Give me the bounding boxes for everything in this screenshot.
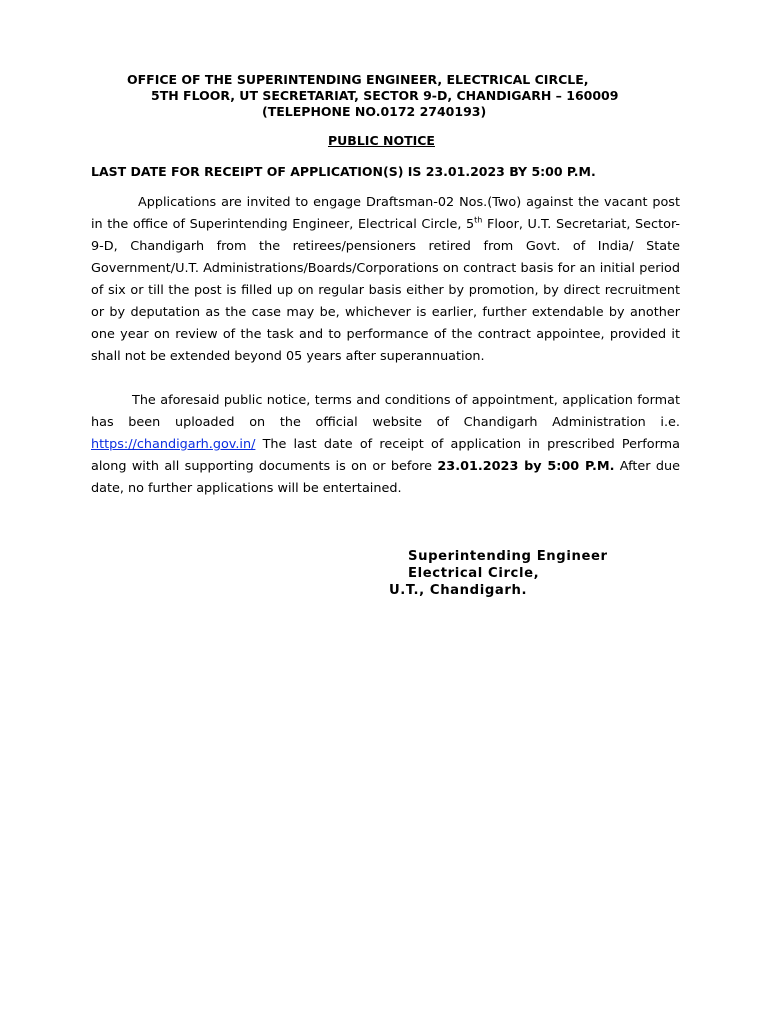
signature-designation: Superintending Engineer bbox=[408, 549, 608, 564]
signature-circle: Electrical Circle, bbox=[408, 566, 540, 581]
paragraph-2 bbox=[91, 390, 680, 500]
paragraph-1 bbox=[91, 192, 680, 368]
office-header-line-2: 5TH FLOOR, UT SECRETARIAT, SECTOR 9-D, CHANDIGARH – 160009 bbox=[151, 88, 619, 103]
office-header-line-1: OFFICE OF THE SUPERINTENDING ENGINEER, ELECTRICAL CIRCLE, bbox=[127, 72, 589, 87]
paragraph-2-part-1: The aforesaid public notice, terms and conditions of appointment, application format has been uploaded on the official website of Chandigarh Administration i.e. bbox=[91, 393, 680, 430]
notice-title: PUBLIC NOTICE bbox=[328, 133, 435, 148]
paragraph-1-part-1: Applications are invited to engage Draftsman-02 Nos.(Two) against the vacant post in the office of Superintending Engineer, Electrical Circle, 5 bbox=[91, 195, 680, 232]
deadline-bold: 23.01.2023 by 5:00 P.M. bbox=[437, 459, 615, 474]
ordinal-superscript: th bbox=[474, 215, 483, 225]
paragraph-2-part-2: The last date of receipt of application in prescribed Performa along with all supporting documents is on or before bbox=[91, 437, 680, 474]
paragraph-1-part-2: Floor, U.T. Secretariat, Sector-9-D, Chandigarh from the retirees/pensioners retired from Govt. of India/ State Government/U.T. Administrations/Boards/Corporations on contract basis for an initial period of six or till the post is filled up on regular basis either by promotion, by direct recruitment or by deputation as the case may be, whichever is earlier, further extendable by another one year on review of the task and to performance of the contract appointee, provided it shall not be extended beyond 05 years after superannuation. bbox=[91, 217, 681, 364]
last-date-line: LAST DATE FOR RECEIPT OF APPLICATION(S) IS 23.01.2023 BY 5:00 P.M. bbox=[91, 164, 596, 179]
paragraph-2-part-3: After due date, no further applications will be entertained. bbox=[91, 459, 680, 496]
office-header-telephone: (TELEPHONE NO.0172 2740193) bbox=[262, 104, 487, 119]
website-link[interactable]: https://chandigarh.gov.in/ bbox=[91, 437, 256, 452]
signature-location: U.T., Chandigarh. bbox=[389, 583, 528, 598]
